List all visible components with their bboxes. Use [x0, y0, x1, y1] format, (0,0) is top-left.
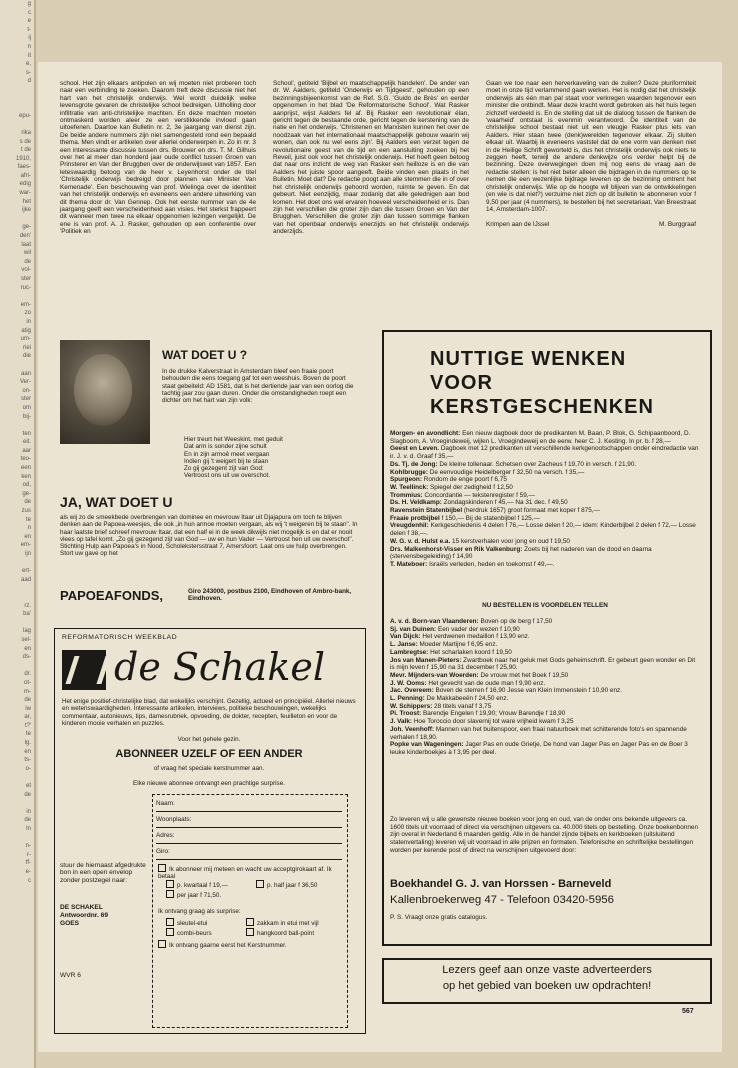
address-line-3: GOES [60, 920, 80, 927]
gift-label: Ik ontvang graag als surprise: [158, 908, 241, 915]
halfyear-label: p. half jaar f 36,50 [267, 882, 318, 889]
spine-fragment: In [25, 826, 31, 832]
spine-fragment: ert- [22, 568, 31, 575]
book-details: (herdruk 1657) groot formaat met koper f 875,— [463, 507, 600, 515]
book-details: Kerkgeschiedenis 4 delen f 76,— Losse delen f 20,— idem: Kinderbijbel 2 delen f 72,— Losse delen f 38,—. [390, 522, 696, 538]
papoea-poem [184, 436, 354, 480]
spine-fragment: ff- [25, 860, 31, 867]
spine-fragment: de [24, 499, 31, 506]
spine-fragment: s de [19, 138, 31, 145]
spine-fragment: s- [26, 69, 31, 76]
gift-comb-option[interactable] [246, 918, 319, 927]
schakel-description: Het enige positief-christelijke blad, dat wekelijks verschijnt. Gezellig, actueel en principiëel. Allerlei nieuws en wetenswaardigheden. Interessante artikelen, interviews, politieke beschouwingen, wekelijks commentaar, autonieuws, tips, damesrubriek, opvoeding, de dokter, recepten, feuilleton en voor de kinderen mooie verhalen en puzzles. [62, 698, 356, 727]
giro-field[interactable]: Giro: [156, 846, 342, 860]
spine-fragment: aan [20, 370, 31, 377]
schakel-subheadline: of vraag het speciale kerstnummer aan. [153, 765, 265, 772]
spine-fragment: atig [21, 327, 31, 334]
christmas-checkbox[interactable] [158, 940, 166, 948]
book-entry [390, 618, 700, 626]
promo-line-1: Lezers geef aan onze vaste adverteerders [442, 964, 652, 976]
book-author: Ravenstein Statenbijbel [390, 507, 463, 515]
spine-fragment: den' [19, 233, 31, 240]
spine-fragment: n [27, 43, 31, 50]
spine-fragment: ar, [24, 714, 31, 721]
pen-label: hangkoord ball-point [257, 930, 315, 937]
book-author: Geest en Leven. [390, 445, 440, 453]
spine-fragment: een [20, 465, 31, 472]
spine-fragment: e, [25, 61, 31, 68]
spine-fragment: ts- [24, 757, 31, 764]
spine-fragment [0, 292, 34, 301]
book-details: Zwartboek naar het geluk met Gods geheimschrift. Er gebeurt geen wonder en Dit is mijn leven f 15,90 na 31 december f 25,90. [390, 656, 696, 672]
spine-fragment [0, 584, 34, 593]
year-label: per jaar f 71,50. [177, 892, 222, 899]
book-author: Morgen- en avondlicht: [390, 430, 461, 437]
spine-fragment [0, 559, 34, 568]
spine-fragment: r- [27, 851, 31, 858]
quarter-checkbox[interactable] [166, 880, 174, 888]
christmas-option[interactable] [158, 940, 342, 949]
spine-fragment: iw [25, 705, 31, 712]
schakel-logo-mark [62, 650, 106, 690]
spine-fragment: em- [20, 542, 31, 549]
book-details: De eenvoudige Heidelberger f 32,50 na versch. f 35,— [429, 468, 585, 476]
spine-fragment: rika [21, 129, 31, 136]
book-details: Het scharlaken koord f 19,50 [430, 648, 512, 656]
spine-fragment: um- [20, 336, 31, 343]
book-subheading: NU BESTELLEN IS VOORDELEN TELLEN [482, 602, 608, 609]
article-signature [486, 221, 696, 228]
schakel-headline: ABONNEER UZELF OF EEN ANDER [115, 748, 303, 760]
book-author: A. v. d. Born-van Vlaanderen: [390, 618, 479, 625]
book-author: J. W. Ooms: [390, 679, 427, 687]
spine-fragment: epu- [18, 112, 31, 119]
book-author: L. Penning: [390, 695, 425, 703]
book-details: De vrouw met het Boek f 19,50 [480, 671, 569, 679]
bookshop-title: NUTTIGE WENKEN VOOR KERSTGESCHENKEN [430, 348, 654, 418]
book-author: Mevr. Mijnders-van Woerden: [390, 671, 479, 679]
book-details: De kleine tollenaar. Schetsen over Zacheus f 19,70 in versch. f 21,90. [439, 460, 637, 468]
spine-fragment: od, [22, 482, 31, 489]
spine-fragment: 1910, [15, 155, 31, 162]
article-column-2 [273, 80, 469, 236]
year-checkbox[interactable] [166, 890, 174, 898]
book-details: Zondagskinderen f 45,— Na 31 dec. f 49,50 [443, 499, 568, 507]
book-entry [390, 492, 700, 500]
poem-line: Zo gij gezegent zijt van God: [184, 465, 264, 473]
photo-child-figure [74, 354, 132, 426]
spine-fragment: n [27, 525, 31, 532]
christmas-label: Ik ontvang gaarne eerst het Kerstnummer. [169, 942, 287, 949]
book-author: T. Mateboer: [390, 560, 428, 568]
gift-keyring-option[interactable] [166, 918, 207, 927]
spine-fragment: laat [21, 241, 31, 248]
spine-fragment: lag [22, 628, 31, 635]
purse-label: combi-beurs [177, 930, 212, 937]
spine-fragment: bij- [22, 413, 31, 420]
book-entry [390, 741, 700, 756]
spine-fragment: faes- [17, 164, 31, 171]
coupon-code: WVR 6 [60, 972, 81, 979]
pen-checkbox[interactable] [246, 928, 254, 936]
spine-fragment: war- [19, 190, 31, 197]
spine-fragment: zus [21, 508, 31, 515]
spine-fragment: vol- [21, 267, 31, 274]
spine-fragment [0, 834, 34, 843]
quarter-label: p. kwartaal f 19,— [177, 882, 228, 889]
book-details: Een nieuw dagboek door de predikanten M. Baan, P. Blok, G. Schipaanboord, D. Slagboom, A. Vroegindeweij, wijlen L. Vroegindeweij en de eerw. heer C. J. Kesting. In pr. b. f 28,— [390, 430, 691, 445]
spine-fragment: de [24, 791, 31, 798]
spine-fragment: aad [20, 576, 31, 583]
spine-fragment: ot- [23, 679, 31, 686]
article-column-1 [60, 80, 256, 236]
book-details: Barendje Engelen f 19,90; Vrouw Barendje f 18,90 [423, 710, 566, 718]
book-details: Boven op de berg f 17,50 [480, 618, 553, 625]
article-text-1: school. Het zijn elkaars antipolen en wij moeten niet proberen toch naar een verbinding te zoeken. Daarom treft deze discussie niet het hart van het christelijk onderwijs. Wel wordt duidelijk welke levensgrote gevaren de christelijke school bedreigen. Uitholling door infiltratie van anti-christelijke machten. En deze machten moeten ontmaskerd worden aleer ze een verstikkende invloed gaan uitoefenen. Daartoe kan Bulletin nr. 2, 3e jaargang van dienst zijn. De beide andere nummers zijn niet samengesteld rond een bepaald thema. Men vindt er artikelen over allerlei onderwerpen in. Zo in nr. 3 een interessante discussie tussen drs. Brouwer en drs. T. M. Gilhuis over het al meer dan honderd jaar oude conflict tussen Groen van Prinsterer en Van der Bruggben over de onderwijswet van 1857. Een leteswaardig betoog van de heer v. Leyenhorst onder de titel 'Christelijk onderwijs bedreigd door plannen van Minister Van Kemenade'. Een beschouwing van prof. Wielinga over de identiteit van het christelijk onderwijs en eveneens een andere uitwerking van dit thema door dr. Van Gennep. Ook het eerste nummer van de 4e jaargang geeft een verscheidenheid aan visies. Het sterkst frappeert dit wanneer men twee na elkaar opgenomen lezingen vergelijkt. De ene is van prof. A. J. Rasker, gehouden op een conferentie over 'Politiek en [60, 80, 256, 236]
book-author: Jos van Manen-Pieters: [390, 656, 462, 664]
spine-fragment: ba' [23, 611, 31, 618]
book-author: Spurgeon: [390, 476, 422, 484]
book-entry [390, 476, 700, 484]
spine-fragment: ster [20, 276, 31, 282]
book-author: Van Dijck: [390, 633, 421, 641]
book-entry [390, 626, 700, 634]
schakel-family: Voor het gehele gezin. [177, 736, 241, 743]
book-details: Mannen van het buitenspoor, een fraai natuurboek met schitterende foto's en spannende verhalen f 18,90. [390, 725, 687, 741]
spine-fragment: t?' [24, 722, 31, 729]
book-entry [390, 703, 700, 711]
spine-fragment: g [27, 1, 31, 7]
address-line-2: Antwoordnr. 69 [60, 912, 108, 919]
book-entry [390, 649, 700, 657]
spine-fragment: teo- [20, 456, 31, 463]
spine-fragment: eit. [22, 439, 31, 446]
book-details: Concordantie — tekstenregister f 59,— [424, 491, 535, 499]
name-field[interactable]: Naam: [156, 798, 342, 812]
poem-line: Indien gij 't weigert bij te staan [184, 457, 269, 465]
address-line-1: DE SCHAKEL [60, 904, 103, 911]
spine-fragment: afri- [20, 172, 31, 179]
book-details: Rondom de enge poort f 6,75 [423, 476, 507, 484]
quarter-option[interactable] [166, 880, 228, 889]
book-entry [390, 430, 700, 445]
book-entry [390, 561, 700, 569]
subscribe-label: Ik abonneer mij meteen en wacht uw acceptgirokaart af. Ik betaal [158, 866, 332, 881]
spine-fragment: ruc- [20, 284, 31, 291]
papoea-fund: PAPOEAFONDS, [60, 588, 164, 603]
book-entry [390, 461, 700, 469]
spine-fragment: riei [22, 344, 31, 351]
spine-fragment: ijke [21, 207, 31, 214]
papoea-body: als wij zo de smeekbede overbrengen van dominee en mevrouw Itaar uit Djajapura om toch te blijven denken aan de Papoea-weesjes, die ook „in hun armoe moeten vergaan, als wij 't weigeren bij te staan". In haar laatste brief schreef mevrouw Itaar, dat een half ei in de week dikwijls niet mogelijk is en dat er nooit vlees op tafel komt. „Zo gij gezegend zijt van God — uw en hun Vader — Vertroost hen uit uw overschot". Stichting Hulp aan Papoea's in Nood, Scholekstersstraat 7, Amersfoort. Laat ons uw hulp overbrengen. Stort uw gave op het [60, 514, 358, 558]
spine-fragment [0, 86, 34, 95]
year-option[interactable] [166, 890, 221, 899]
spine-fragment [0, 95, 34, 104]
book-details: Boven de sterren f 16,90 Jesse van Klein Immenstein f 10,90 enz. [435, 687, 622, 695]
spine-fragment: ij [28, 35, 31, 42]
spine-fragment: en [24, 533, 31, 540]
poem-line: Vertroost ons uit uw overschot. [184, 472, 271, 480]
book-entry [390, 499, 700, 507]
city-field[interactable]: Woonplaats: [156, 814, 342, 828]
spine-fragment: ge- [22, 490, 31, 497]
promo-line-2: op het gebied van boeken uw opdrachten! [442, 980, 652, 992]
book-entry [390, 695, 700, 703]
spine-fragment: d [27, 78, 31, 85]
bookshop-name: Boekhandel G. J. van Horssen - Barneveld [390, 878, 612, 890]
book-details: Zoets bij het naderen van de dood en daarna (stervensbegeleiding) f 14,90 [390, 545, 652, 561]
comb-checkbox[interactable] [246, 918, 254, 926]
gift-pen-option[interactable] [246, 928, 314, 937]
spine-fragment [0, 215, 34, 224]
spine-fragment: edig [19, 181, 31, 188]
spine-fragment: lg. [24, 740, 31, 747]
book-author: Sj. van Duinen: [390, 625, 437, 633]
spine-fragment [0, 593, 34, 602]
book-details: Een vader der wezen f 10,90 [437, 625, 520, 633]
book-closing: Zo leveren wij u alle gewenste nieuwe boeken voor jong en oud, van de onder ons bekende uitgevers ca. 1600 titels uit voorraad of direct via verschijnen uitgevers ca. 40.000 titels op bestelling. Onze boekenbonnen zijn overal in Nederland 6 maanden geldig. Alle in de handel zijnde bijbels en kerkboeken (uitsluitend statenvertaling) leveren wij uit voorraad in alle prijzen en formaten. Telefonische en schriftelijke bestellingen worden per kerende post of direct na verschijnen uitgevoerd door: [390, 816, 699, 854]
keyring-checkbox[interactable] [166, 918, 174, 926]
spine-fragment: ster [20, 396, 31, 403]
spine-fragment [0, 103, 34, 112]
poem-line: Dat arm is sonder zijne schult [184, 443, 267, 451]
spine-fragment: n- [25, 843, 31, 850]
book-author: Pi. Troost: [390, 710, 422, 718]
book-author: W. G. v. d. Hulst e.a. [390, 537, 451, 545]
book-details: Moeder Martijne f 6,95 enz. [419, 641, 498, 649]
book-entry [390, 445, 700, 460]
book-entry [390, 633, 700, 641]
book-details: 15 kerstverhalen voor jong en oud f 19,50 [452, 537, 570, 545]
spine-fragment: het [22, 198, 31, 205]
spine-fragment: dr. [24, 671, 31, 678]
book-entry [390, 522, 700, 537]
bookshop-address: Kallenbroekerweg 47 - Telefoon 03420-5956 [390, 894, 614, 906]
spine-fragment [0, 619, 34, 628]
signature-name: M. Burggraaf [659, 221, 696, 229]
spine-fragment: de [24, 258, 31, 265]
spine-fragment: aar [22, 447, 31, 454]
schakel-logo: de Schakel [114, 645, 326, 689]
book-author: J. Valk: [390, 718, 413, 726]
spine-fragment: te [25, 731, 31, 738]
address-field[interactable]: Adres: [156, 830, 342, 844]
spine-fragment: Ver- [19, 379, 31, 386]
book-author: Ds. Tj. de Jong: [390, 460, 438, 468]
book-entry [390, 507, 700, 515]
spine-fragment: rz. [24, 602, 31, 609]
papoea-title: WAT DOET U ? [162, 348, 248, 362]
book-entry [390, 680, 700, 688]
bookshop-ps: P. S. Vraagt onze gratis catalogus. [390, 914, 488, 921]
book-author: Jac. Overeem: [390, 687, 434, 695]
spine-fragment: t de [20, 147, 31, 154]
spine-fragment: de [24, 817, 31, 824]
spine-fragment: m- [24, 688, 31, 695]
article-text-2: School', getiteld 'Bijbel en maatschappelijk handelen'. De ander van dr. W. Aalders, getiteld 'Onderwijs en Tijdgeest', gehouden op een bezinningsbijeenkomst van de Ref. S.G. 'Guido de Brès' en eerder opgenomen in het blad 'De Reformatorische School'. Wat Rasker aanprijst, wijst Aalders fel af. Bij Rasker een revolutionair élan, gericht tegen de bestaande orde, gericht tegen de kerstening van de natie en het onderwijs. 'Christenen en Marxisten kunnen het over de noodzaak van het internationaal maatschappelijk gebouw waarin wij wonen, dan ook nu wel eens zijn'. Bij Aalders een verzet tegen de revolutionaire geest van de tijd en een aansluiting zoeken bij het Reveil, juist ook voor het christelijk onderwijs. Het hoeft geen betoog dat naar ons inzicht de weg van Rasker een heilloze is en die van Aalders het juiste spoor aangeeft. Beide vinden een plaats in het Bulletin. Moet dat? De redactie poogt aan alle stemmen die in of over het christelijk onderwijs gehoord worden, ruimte te geven. En dat gebeurt. Niet eenzijdig, maar zodanig dat alle gelednigen aan bod komen. Het doet ons wel ervaren hoeveel verscheidenheid er is. Dan zijn het verschillen die groter zijn dan die tussen Groen en Van der Brugghen. Verschillen die groter zijn dan tussen sommige flanken van het openbaar onderwijs enerzijds en het christelijk onderwijs anderzijds. [273, 80, 469, 236]
papoea-title-2: JA, WAT DOET U [60, 494, 173, 510]
book-author: Joh. Veenhoff: [390, 725, 435, 733]
book-entry [390, 546, 700, 561]
book-entry [390, 672, 700, 680]
spine-fragment: et [25, 783, 31, 790]
spine-fragment: c [28, 9, 31, 16]
papoea-giro: Giro 243000, postbus 2100, Eindhoven of Ambro-bank, Eindhoven. [188, 588, 352, 603]
spine-fragment: wil [24, 250, 31, 257]
book-author: Popke van Wageningen: [390, 741, 464, 749]
book-entry [390, 710, 700, 718]
spine-fragment: ten [22, 430, 31, 437]
book-author: W. Schippers: [390, 702, 433, 710]
book-entry [390, 726, 700, 741]
spine-fragment: de [24, 697, 31, 704]
book-author: L. Janse: [390, 641, 418, 649]
book-entry [390, 469, 700, 477]
book-details: f 150,— Bij de statenbijbel f 125,— [441, 514, 540, 522]
book-list-1 [390, 430, 700, 569]
book-entry [390, 687, 700, 695]
papoea-intro: In de drukke Kalverstraat in Amsterdam bleef een fraaie poort behouden die eens toegang gaf tot een weeshuis. Boven de poort staat gebeiteld: AD 1581, dat is het dertiende jaar van een oorlog die tachtig jaar zou gaan duren. Onder die omstandigheden roept een dichter om het hart van zijn volk: [162, 368, 354, 405]
spine-fragment: em- [20, 301, 31, 308]
book-author: Kohlbrugge: [390, 468, 428, 476]
schakel-kicker: REFORMATORISCH WEEKBLAD [62, 634, 178, 641]
book-entry [390, 657, 700, 672]
book-author: W. Teellinck: [390, 483, 429, 491]
article-column-3 [486, 80, 696, 229]
spine-fragment: ijn [24, 551, 31, 557]
book-entry [390, 718, 700, 726]
book-author: Drs. Malkenhorst-Visser en Rik Valkenburg: [390, 545, 523, 553]
spine-fragment: sel- [21, 636, 31, 643]
page-number: 567 [682, 1008, 694, 1015]
spine-fragment: c [28, 877, 31, 884]
spine-fragment: en [24, 748, 31, 755]
spine-fragment [0, 773, 34, 782]
spine-fragment: e- [25, 868, 31, 875]
schakel-gift-note: Elke nieuwe abonnee ontvangt een prachtige surprise. [133, 780, 285, 787]
spine-fragment: it [28, 52, 31, 59]
book-author: Lambregtse: [390, 648, 429, 656]
book-details: 28 titels vanaf f 3,75 [434, 702, 492, 710]
spine-fragment [0, 662, 34, 671]
halfyear-checkbox[interactable] [256, 880, 264, 888]
book-details: Het gevecht van de oude man f 9,90 enz. [428, 679, 546, 687]
spine-fragment: ken [21, 473, 31, 480]
spine-fragment: om [22, 404, 31, 411]
book-details: Hoe Toroccio door slavernij tot ware vrijheid kwam f 3,25 [413, 718, 574, 726]
spine-fragment [0, 799, 34, 808]
book-list-2 [390, 618, 700, 757]
book-entry [390, 484, 700, 492]
spine-fragment: die [22, 353, 31, 360]
book-entry [390, 641, 700, 649]
book-author: Ds. H. Veldkamp: [390, 499, 442, 507]
book-author: Vreugdenhil: [390, 522, 429, 530]
spine-fragment: in [26, 808, 31, 815]
poem-line: Hier treurt het Weeskint, met geduit [184, 436, 283, 443]
spine-fragment: o- [25, 765, 31, 772]
book-author: Fraaie protbijbel [390, 514, 440, 522]
purse-checkbox[interactable] [166, 928, 174, 936]
keyring-label: sleutel-etui [177, 920, 208, 927]
spine-fragment: te [25, 516, 31, 523]
spine-fragment: in [26, 318, 31, 325]
book-details: Dagboek met 12 predikanten uit verschillende kerkgenootschappen onder eindredactie van ir. J. v. d. Graaf f 35,— [390, 445, 699, 461]
book-details: Het verdwenen medaillon f 13,90 enz. [422, 633, 530, 641]
spine-fragment [0, 120, 34, 129]
article-text-3: Gaan we toe naar een herverkaveling van de zuilen? Deze pluriformiteit moet in onze tijd verlammend gaan werken. Het is nodig dat het christelijk onderwijs als één man pal staat voor verkregen waarden tegenover een minister die ontbindt. Maar deze kracht wordt gebroken als het huis tegen zichzelf verdeeld is. En de stelling dat uit de dialoog tussen de flanken de 'waarheid' ontstaat is evenmin verantwoord. De identiteit van de christelijke school bestaat niet uit een vleugje Rasker plus iets van Aalders. Hier staan twee (denk)werelden tegenover elkaar. Zij sluiten elkaar uit. Waarbij ik eveneens vaststel dat de ene vorm van denken niet in de Heilige Schrift geworteld is, dus het christelijk onderwijs ook niets te zeggen heeft, terwijl de andere denkwijze ons verder helpt bij de bezinning. Deze overwegingen doen mij nog eens de vraag aan de redactie stellen: is het niet beter alleen die bijdragen in de nummers op te nemen die een wezenlijke bijdrage leveren op de bezinning omtrent het christelijk onderwijs. Wie op de hoogte wil blijven van de ontwikkelingen (en wie is dat niet?) verzuime niet zich op dit bulletin te abonneren voor f 9,50 per jaar (4 nummers), te bestellen bij het secretariaat, Van Breestraat 14, Amsterdam-1007. [486, 80, 696, 213]
spine-fragment: e [27, 18, 31, 25]
gift-purse-option[interactable] [166, 928, 212, 937]
newspaper-page [38, 62, 722, 1052]
book-details: De Makkabeeën f 24,50 enz. [426, 695, 509, 703]
subscribe-checkbox[interactable] [158, 864, 166, 872]
spine-fragment: ds- [22, 654, 31, 661]
book-entry [390, 538, 700, 546]
subscribe-option[interactable] [158, 864, 340, 881]
poem-line: En in zijn armoê meet vergaan [184, 450, 270, 458]
spine-fragment: on- [22, 387, 31, 394]
spine-fragment: zo [24, 310, 31, 317]
spine-fragment: t- [27, 26, 31, 33]
spine-fragment: en [24, 645, 31, 652]
halfyear-option[interactable] [256, 880, 317, 889]
spine-fragment [0, 361, 34, 370]
signature-place: Krimpen aan de IJssel [486, 221, 550, 229]
spine-fragment: ge- [22, 224, 31, 231]
book-author: Trommius: [390, 491, 423, 499]
book-details: Israëls verleden, heden en toekomst f 49,—. [429, 560, 555, 568]
mail-instructions: stuur de hiernaast afgedrukte bon in een open envelop zonder postzegel naar: [60, 862, 146, 884]
comb-label: zakkam in etui met vijl [257, 920, 319, 927]
book-entry [390, 515, 700, 523]
adjacent-page-strip [0, 0, 36, 1068]
book-details: Spiegel der zedigheid f 12,50 [430, 483, 513, 491]
book-details: Jager Pas en oude Grietje, De hond van Jager Pas en Jager Pas en de Boer 3 leuke kinderboekjes à f 3,95 per deel. [390, 741, 688, 756]
spine-fragment [0, 421, 34, 430]
